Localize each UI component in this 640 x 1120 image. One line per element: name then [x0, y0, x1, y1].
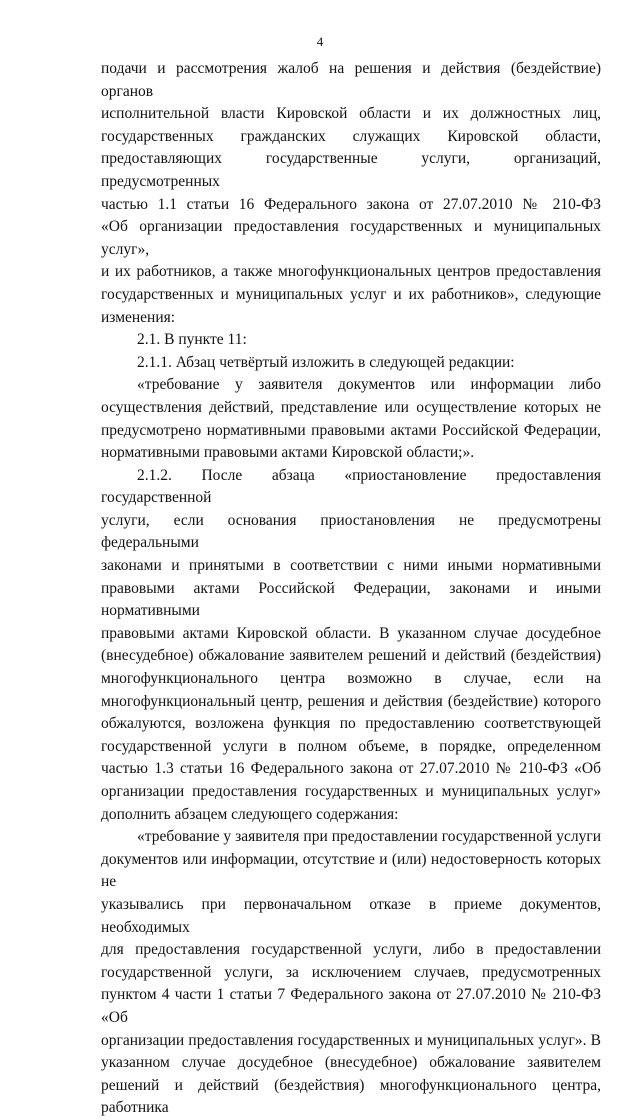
paragraph-intro — [101, 58, 601, 329]
document-body — [101, 58, 601, 1120]
text-line: документов или информации, отсутствие и (или) недостоверность которых не — [101, 850, 601, 891]
text-line: и их работников, а также многофункциональных центров предоставления — [101, 263, 601, 281]
text-line: решений и действий (бездействия) многофункционального центра, работника — [101, 1076, 601, 1117]
text-line: 2.1.2. После абзаца «приостановление предоставления государственной — [101, 466, 601, 507]
text-line: предусмотрено нормативными правовыми актами Российской Федерации, — [101, 421, 601, 439]
text-line: организации предоставления государственных и муниципальных услуг» — [101, 783, 601, 800]
text-line: изменения: — [101, 308, 176, 326]
text-line: «требование у заявителя при предоставлении государственной услуги — [137, 828, 601, 846]
text-line: организации предоставления государственных и муниципальных услуг». В — [101, 1031, 601, 1049]
text-line: услуги, если основания приостановления не предусмотрены федеральными — [101, 511, 601, 552]
text-line: многофункциональный центр, решения и действия (бездействие) которого — [101, 692, 601, 710]
text-line: дополнить абзацем следующего содержания: — [101, 805, 399, 823]
text-line: частью 1.3 статьи 16 Федерального закона от 27.07.2010 № 210-ФЗ «Об — [101, 760, 601, 778]
text-line: 2.1.1. Абзац четвёртый изложить в следующей редакции: — [137, 353, 515, 371]
text-line: пунктом 4 части 1 статьи 7 Федерального закона от 27.07.2010 № 210-ФЗ «Об — [101, 986, 601, 1026]
paragraph-2-1-2 — [101, 465, 601, 827]
text-line: частью 1.1 статьи 16 Федерального закона от 27.07.2010 № 210-ФЗ — [101, 195, 601, 213]
text-line: предоставляющих государственные услуги, организаций, предусмотренных — [101, 150, 601, 190]
text-line: подачи и рассмотрения жалоб на решения и действия (бездействие) органов — [101, 60, 601, 100]
paragraph-quote-1 — [101, 374, 601, 464]
text-line: исполнительной власти Кировской области и их должностных лиц, — [101, 105, 601, 123]
text-line: законами и принятыми в соответствии с ними иными нормативными — [101, 557, 601, 575]
text-line: указанном случае досудебное (внесудебное) обжалование заявителем — [101, 1054, 601, 1072]
text-line: многофункционального центра возможно в случае, если на — [101, 670, 601, 688]
text-line: обжалуются, возложена функция по предоставлению соответствующей — [101, 715, 601, 733]
text-line: для предоставления государственной услуги, либо в предоставлении — [101, 941, 601, 959]
text-line: «требование у заявителя документов или информации либо — [137, 376, 601, 394]
text-line: нормативными правовыми актами Кировской области;». — [101, 444, 475, 462]
text-line: государственной услуги в полном объеме, в порядке, определенном — [101, 737, 601, 755]
text-line: правовыми актами Российской Федерации, законами и иными нормативными — [101, 579, 601, 620]
page-number: 4 — [316, 34, 324, 49]
text-line: государственных и муниципальных услуг и их работников», следующие — [101, 285, 601, 303]
text-line: (внесудебное) обжалование заявителем решений и действий (бездействия) — [101, 647, 601, 665]
text-line: правовыми актами Кировской области. В указанном случае досудебное — [101, 624, 601, 642]
text-line: 2.1. В пункте 11: — [137, 331, 247, 349]
paragraph-2-1 — [101, 329, 601, 352]
text-line: государственных гражданских служащих Кировской области, — [101, 127, 601, 145]
text-line: осуществления действий, представление или осуществление которых не — [101, 398, 601, 416]
text-line: государственной услуги, за исключением случаев, предусмотренных — [101, 963, 601, 981]
paragraph-2-1-1 — [101, 352, 601, 375]
text-line: «Об организации предоставления государственных и муниципальных услуг», — [101, 218, 601, 258]
paragraph-quote-2 — [101, 826, 601, 1120]
text-line: указывались при первоначальном отказе в приеме документов, необходимых — [101, 895, 601, 936]
